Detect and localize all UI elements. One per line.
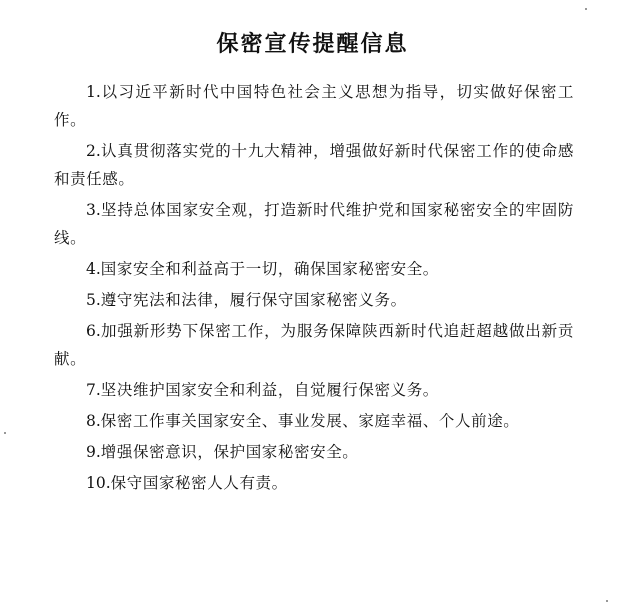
list-item [54,407,574,435]
item-text: 加强新形势下保密工作，为服务保障陕西新时代追赶超越做出新贡献。 [54,322,574,368]
list-item [54,78,574,134]
item-text: 保密工作事关国家安全、事业发展、家庭幸福、个人前途。 [100,412,520,430]
list-item [54,196,574,252]
item-number: 4. [86,260,101,278]
scan-speck [606,600,608,602]
item-list [54,78,574,500]
item-text: 认真贯彻落实党的十九大精神，增强做好新时代保密工作的使命感和责任感。 [54,142,574,188]
item-text: 增强保密意识，保护国家秘密安全。 [100,443,359,461]
item-number: 10. [86,474,111,492]
item-number: 7. [86,381,101,399]
item-number: 6. [86,322,101,340]
item-number: 5. [86,291,101,309]
scan-speck [4,432,6,434]
list-item [54,137,574,193]
scan-speck [585,8,587,10]
item-number: 3. [86,201,101,219]
item-text: 遵守宪法和法律，履行保守国家秘密义务。 [100,291,407,309]
item-number: 9. [86,443,101,461]
item-text: 坚持总体国家安全观，打造新时代维护党和国家秘密安全的牢固防线。 [54,201,574,247]
item-text: 以习近平新时代中国特色社会主义思想为指导，切实做好保密工作。 [54,83,574,129]
item-number: 1. [86,83,101,101]
list-item [54,438,574,466]
item-number: 2. [86,142,101,160]
list-item [54,469,574,497]
list-item [54,376,574,404]
item-text: 国家安全和利益高于一切，确保国家秘密安全。 [100,260,439,278]
document-title: 保密宣传提醒信息 [216,32,409,57]
list-item [54,317,574,373]
list-item [54,286,574,314]
item-number: 8. [86,412,101,430]
list-item [54,255,574,283]
item-text: 坚决维护国家安全和利益，自觉履行保密义务。 [100,381,439,399]
item-text: 保守国家秘密人人有责。 [110,474,288,492]
